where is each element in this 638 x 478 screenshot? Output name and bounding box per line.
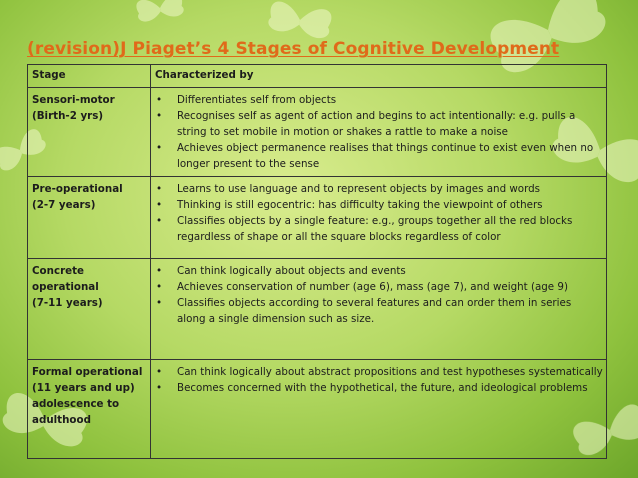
table-row <box>28 177 607 259</box>
bullet-icon: • <box>156 381 163 394</box>
bullet-icon: • <box>156 281 163 294</box>
table-row <box>28 259 607 359</box>
stage-name-line: Concrete <box>32 265 85 278</box>
stage-cell <box>28 88 151 177</box>
list-item: • Can think logically about objects and events <box>156 265 406 278</box>
stage-cell <box>28 359 151 458</box>
header-stage: Stage <box>28 65 151 88</box>
table-row <box>28 88 607 177</box>
list-item: • Thinking is still egocentric: has difficulty taking the viewpoint of others <box>156 199 543 212</box>
page-title: (revision)J Piaget’s 4 Stages of Cognitive Development <box>27 39 560 59</box>
stage-age-line: (7-11 years) <box>32 297 103 310</box>
stage-cell <box>28 177 151 259</box>
stage-age-line: (Birth-2 yrs) <box>32 110 104 123</box>
bullet-icon: • <box>156 94 163 107</box>
list-item: • Achieves conservation of number (age 6), mass (age 7), and weight (age 9) <box>156 281 568 294</box>
bullet-icon: • <box>156 183 163 196</box>
list-item: • Achieves object permanence realises that things continue to exist even when no longer present to the sense <box>156 142 594 171</box>
bullet-icon: • <box>156 265 163 278</box>
stage-name-line: operational <box>32 281 99 294</box>
stage-age-line: (11 years and up) <box>32 381 135 394</box>
list-item: • Classifies objects according to several features and can order them in series along a single dimension such as size. <box>156 297 572 326</box>
list-item: • Becomes concerned with the hypothetical, the future, and ideological problems <box>156 381 588 394</box>
table-header-row <box>28 65 607 88</box>
stage-age-line: (2-7 years) <box>32 199 96 212</box>
bullet-icon: • <box>156 199 163 212</box>
characteristics-cell <box>151 88 607 177</box>
bullet-icon: • <box>156 110 163 123</box>
stage-cell <box>28 259 151 359</box>
stage-name-line: adulthood <box>32 413 91 426</box>
header-characterized-by: Characterized by <box>151 65 607 88</box>
table-row <box>28 359 607 458</box>
bullet-icon: • <box>156 365 163 378</box>
list-item: • Learns to use language and to represent objects by images and words <box>156 183 541 196</box>
stage-name-line: Sensori-motor <box>32 94 115 107</box>
list-item: • Differentiates self from objects <box>156 94 337 107</box>
bullet-icon: • <box>156 215 163 228</box>
stage-name-line: adolescence to <box>32 397 120 410</box>
list-item: • Can think logically about abstract propositions and test hypotheses systematically <box>156 365 603 378</box>
bullet-icon: • <box>156 142 163 155</box>
stage-name-line: Formal operational <box>32 365 143 378</box>
stages-table <box>27 64 607 459</box>
bullet-icon: • <box>156 297 163 310</box>
list-item: • Recognises self as agent of action and begins to act intentionally: e.g. pulls a string to set mobile in motion or shakes a rattle to make a noise <box>156 110 576 139</box>
characteristics-cell <box>151 259 607 359</box>
characteristics-cell <box>151 177 607 259</box>
stage-name-line: Pre-operational <box>32 183 123 196</box>
list-item: • Classifies objects by a single feature: e.g., groups together all the red blocks regardless of shape or all the square blocks regardless of color <box>156 215 573 244</box>
characteristics-cell <box>151 359 607 458</box>
